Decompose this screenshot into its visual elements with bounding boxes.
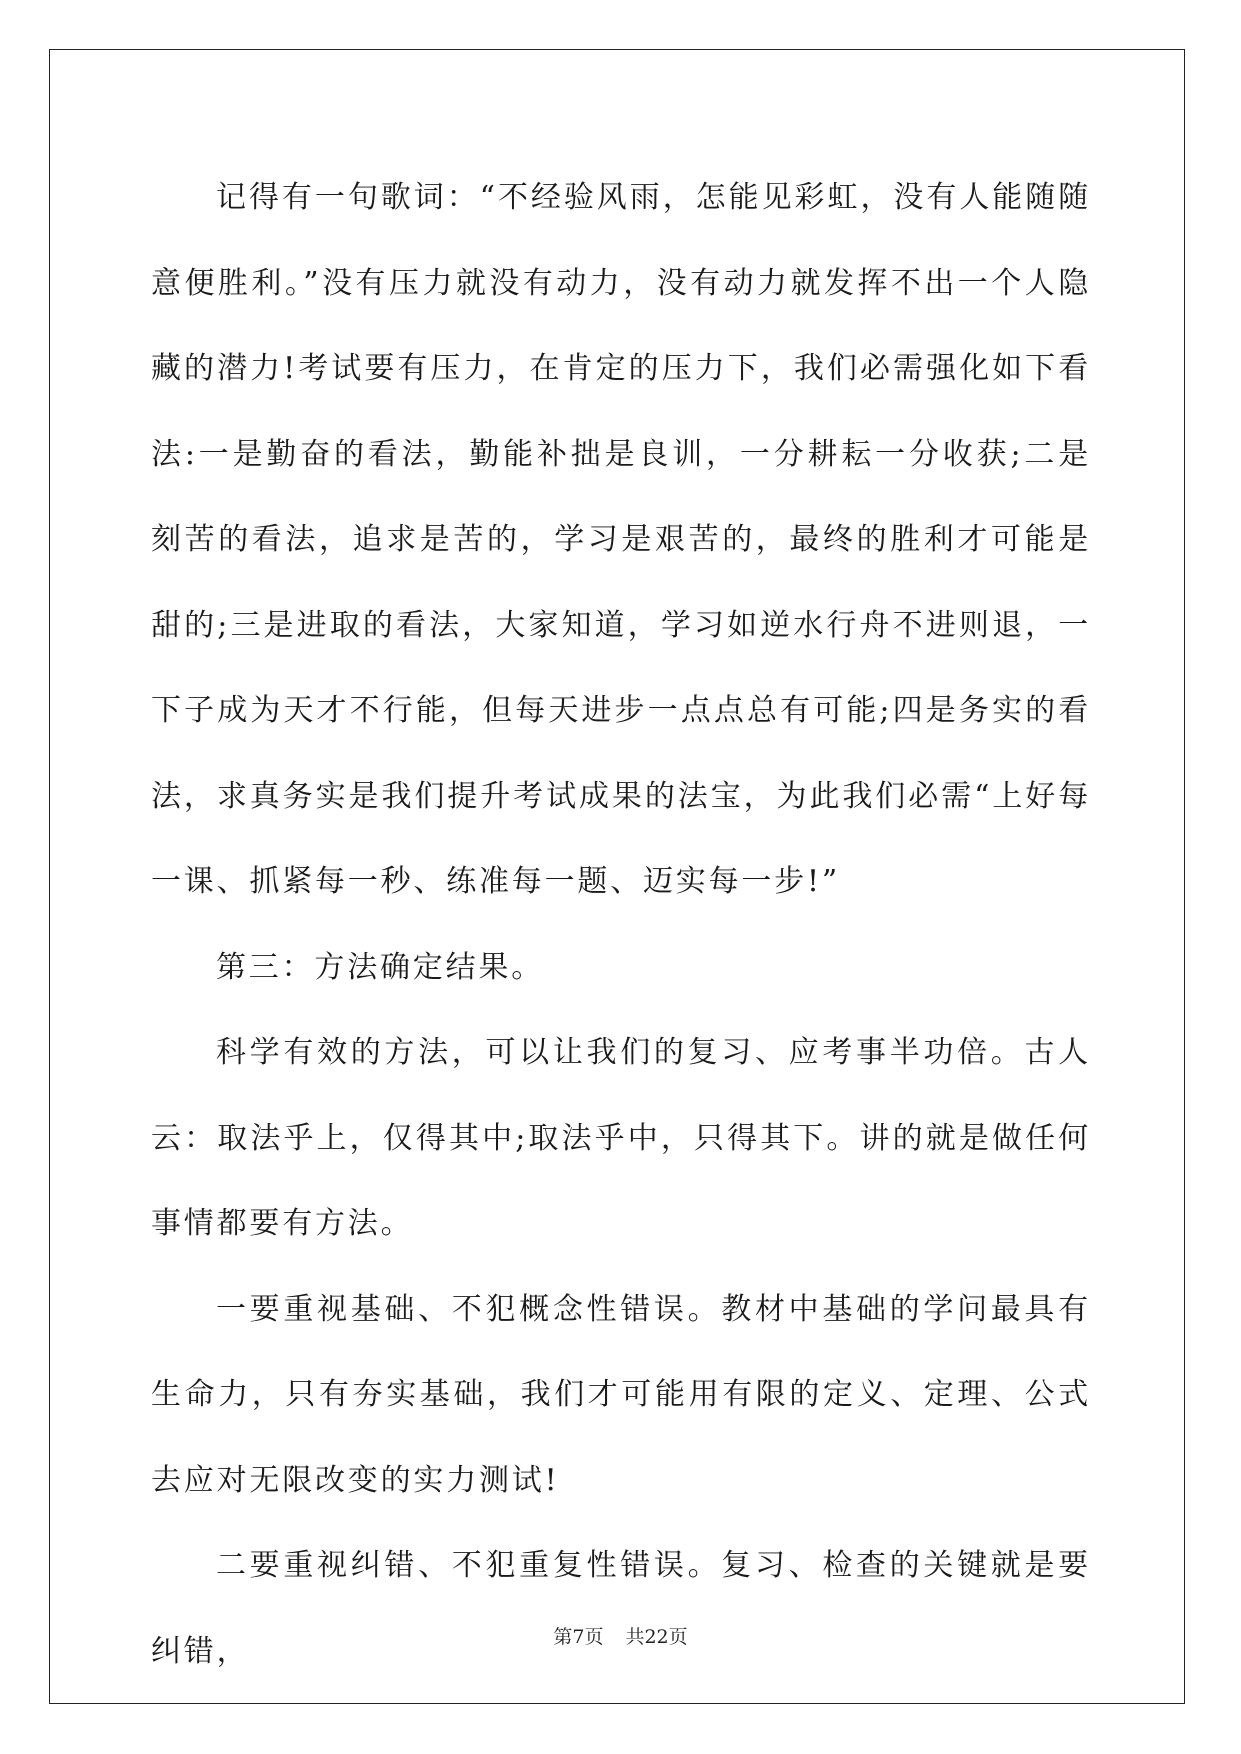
paragraph: 一要重视基础、不犯概念性错误。教材中基础的学问最具有生命力，只有夯实基础，我们才可能用有限的定义、定理、公式去应对无限改变的实力测试!	[151, 1291, 1091, 1498]
page-number-total: 共22页	[625, 1626, 688, 1648]
page-footer	[0, 1622, 1241, 1649]
paragraph: 记得有一句歌词：“不经验风雨，怎能见彩虹，没有人能随随意便胜利。”没有压力就没有动力，没有动力就发挥不出一个人隐藏的潜力!考试要有压力，在肯定的压力下，我们必需强化如下看法:一是勤奋的看法，勤能补拙是良训，一分耕耘一分收获;二是刻苦的看法，追求是苦的，学习是艰苦的，最终的胜利才可能是甜的;三是进取的看法，大家知道，学习如逆水行舟不进则退，一下子成为天才不行能，但每天进步一点点总有可能;四是务实的看法，求真务实是我们提升考试成果的法宝，为此我们必需“上好每一课、抓紧每一秒、练准每一题、迈实每一步!”	[151, 180, 1091, 899]
paragraph: 科学有效的方法，可以让我们的复习、应考事半功倍。古人云：取法乎上，仅得其中;取法乎中，只得其下。讲的就是做任何事情都要有方法。	[151, 1035, 1091, 1241]
page-number-current: 第7页	[553, 1626, 604, 1648]
section-heading: 第三：方法确定结果。	[216, 949, 544, 985]
paragraph: 二要重视纠错、不犯重复性错误。复习、检查的关键就是要纠错，	[151, 1548, 1091, 1669]
document-body	[151, 155, 1091, 1694]
